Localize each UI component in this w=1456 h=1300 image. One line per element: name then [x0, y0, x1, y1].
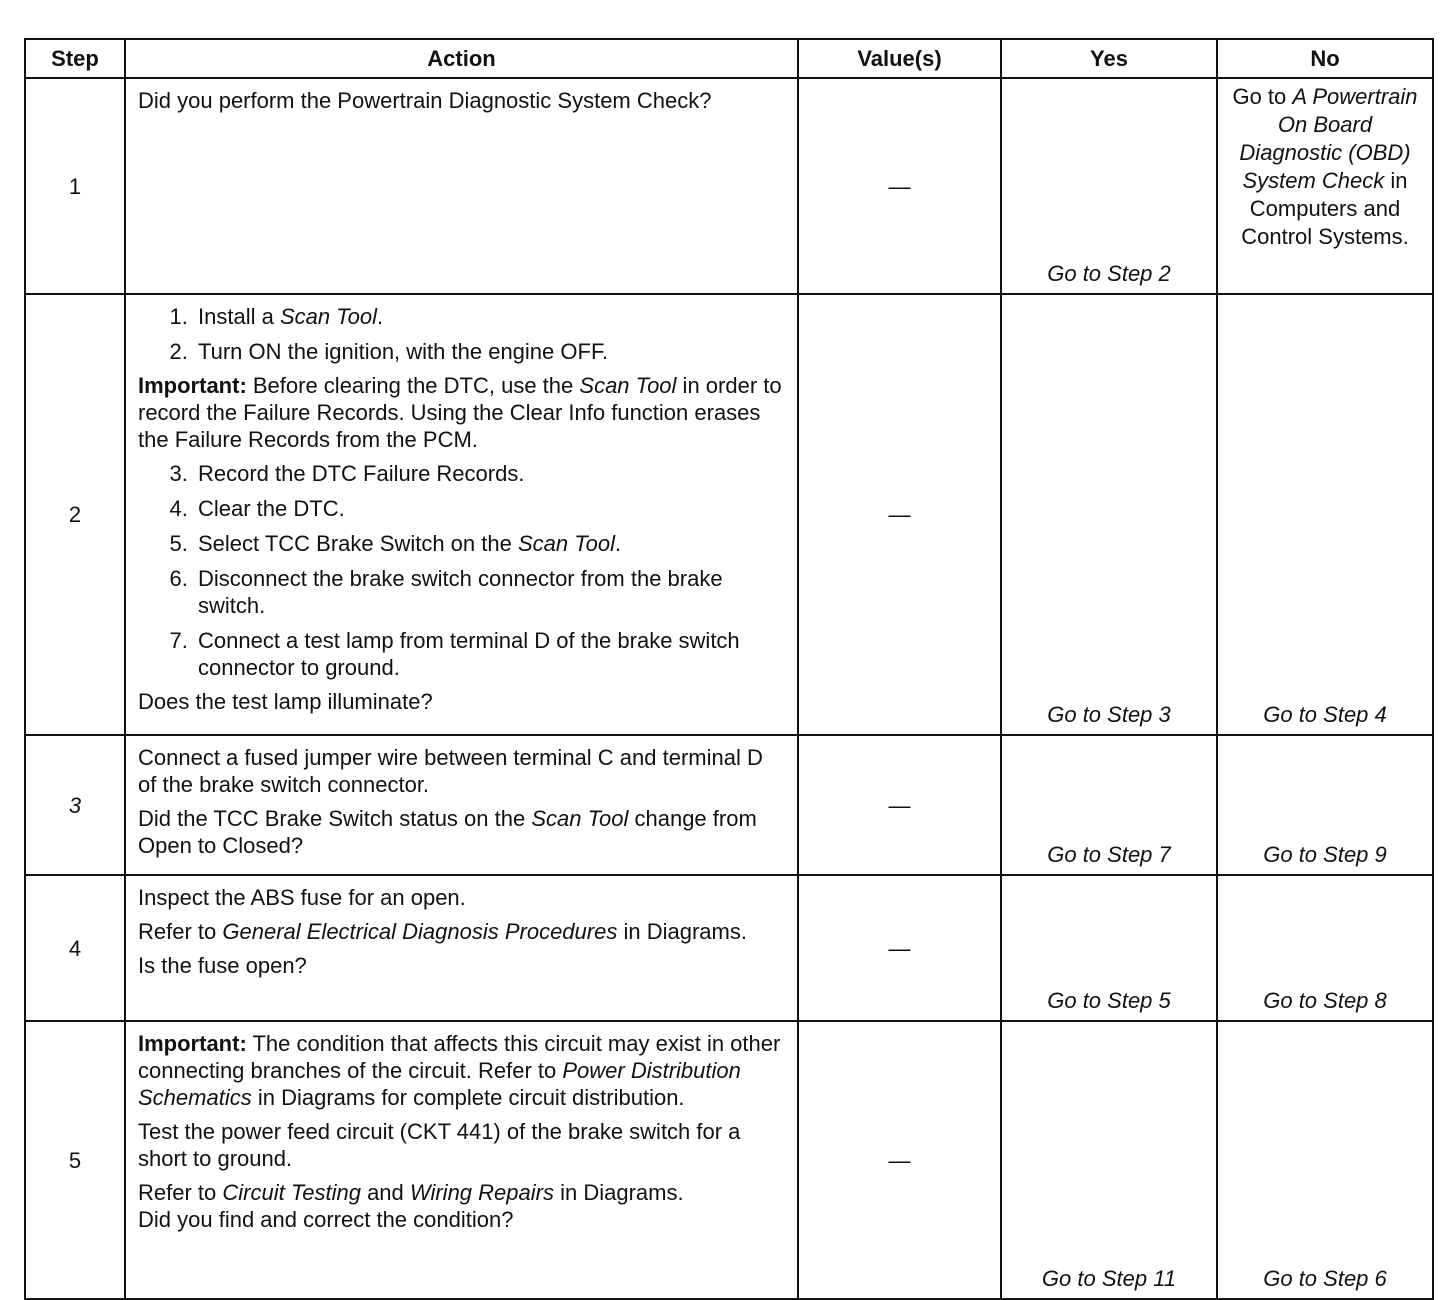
value-cell: —: [798, 735, 1001, 875]
action-text: Connect a fused jumper wire between terminal C and terminal D of the brake switch connector.: [138, 745, 763, 797]
yes-cell: [1001, 78, 1217, 294]
action-cell: [125, 78, 798, 294]
no-prefix: Go to: [1232, 84, 1293, 109]
no-cell: [1217, 735, 1433, 875]
no-link[interactable]: Go to Step 8: [1263, 988, 1387, 1013]
action-question: Did the TCC Brake Switch status on the Scan Tool change from Open to Closed?: [138, 806, 757, 858]
table-row: [25, 735, 1433, 875]
action-question: Did you perform the Powertrain Diagnostic System Check?: [138, 88, 712, 113]
action-step: 4. Clear the DTC.: [194, 495, 785, 522]
action-text: Test the power feed circuit (CKT 441) of the brake switch for a short to ground.: [138, 1119, 741, 1171]
step-number: 5: [25, 1021, 125, 1299]
action-step: 5. Select TCC Brake Switch on the Scan Tool.: [194, 530, 785, 557]
diagnostic-table: [24, 38, 1434, 1300]
action-reference: Refer to Circuit Testing and Wiring Repairs in Diagrams. Did you find and correct the condition?: [138, 1180, 684, 1232]
no-cell: [1217, 78, 1433, 294]
yes-link[interactable]: Go to Step 2: [1047, 261, 1171, 286]
yes-link[interactable]: Go to Step 7: [1047, 842, 1171, 867]
no-link[interactable]: Go to Step 6: [1263, 1266, 1387, 1291]
action-cell: [125, 735, 798, 875]
value-cell: —: [798, 78, 1001, 294]
yes-cell: [1001, 1021, 1217, 1299]
action-step: 1. Install a Scan Tool.: [194, 303, 785, 330]
action-cell: [125, 1021, 798, 1299]
header-yes: Yes: [1001, 39, 1217, 78]
yes-link[interactable]: Go to Step 11: [1041, 1266, 1177, 1291]
action-step: 7. Connect a test lamp from terminal D of the brake switch connector to ground.: [194, 627, 785, 681]
step-number: 4: [25, 875, 125, 1021]
action-text: Inspect the ABS fuse for an open.: [138, 885, 466, 910]
step-number: 1: [25, 78, 125, 294]
important-note: Important: Before clearing the DTC, use the Scan Tool in order to record the Failure Records. Using the Clear Info function erases the Failure Records from the PCM.: [138, 373, 782, 452]
table-row: [25, 294, 1433, 735]
no-cell: [1217, 1021, 1433, 1299]
action-step: 2. Turn ON the ignition, with the engine OFF.: [194, 338, 785, 365]
value-cell: —: [798, 294, 1001, 735]
header-no: No: [1217, 39, 1433, 78]
action-cell: [125, 294, 798, 735]
action-cell: [125, 875, 798, 1021]
header-step: Step: [25, 39, 125, 78]
table-row: [25, 78, 1433, 294]
no-cell: [1217, 294, 1433, 735]
action-step: 3. Record the DTC Failure Records.: [194, 460, 785, 487]
yes-link[interactable]: Go to Step 3: [1047, 702, 1171, 727]
no-link[interactable]: A Powertrain On Board Diagnostic (OBD) System Check: [1239, 84, 1418, 193]
yes-link[interactable]: Go to Step 5: [1047, 988, 1171, 1013]
important-note: Important: The condition that affects this circuit may exist in other connecting branches of the circuit. Refer to Power Distribution Schematics in Diagrams for complete circuit distribution.: [138, 1031, 781, 1110]
action-step: 6. Disconnect the brake switch connector from the brake switch.: [194, 565, 785, 619]
no-cell: [1217, 875, 1433, 1021]
action-reference: Refer to General Electrical Diagnosis Procedures in Diagrams.: [138, 919, 747, 944]
header-action: Action: [125, 39, 798, 78]
yes-cell: [1001, 294, 1217, 735]
yes-cell: [1001, 875, 1217, 1021]
header-row: [25, 39, 1433, 78]
header-value: Value(s): [798, 39, 1001, 78]
step-number: 2: [25, 294, 125, 735]
step-number: 3: [25, 735, 125, 875]
no-link[interactable]: Go to Step 4: [1263, 702, 1387, 727]
no-suffix: in Computers and Control Systems.: [1241, 168, 1409, 249]
action-steps: [138, 303, 785, 365]
value-cell: —: [798, 1021, 1001, 1299]
action-steps: [138, 460, 785, 681]
table-row: [25, 875, 1433, 1021]
no-link[interactable]: Go to Step 9: [1263, 842, 1387, 867]
table-row: [25, 1021, 1433, 1299]
value-cell: —: [798, 875, 1001, 1021]
action-question: Is the fuse open?: [138, 953, 307, 978]
action-question: Does the test lamp illuminate?: [138, 689, 433, 714]
yes-cell: [1001, 735, 1217, 875]
